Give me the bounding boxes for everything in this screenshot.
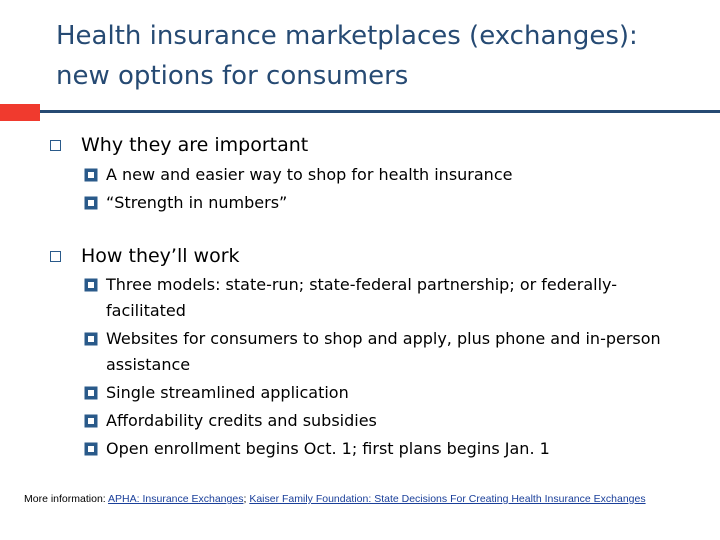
apha-insurance-exchanges-link[interactable]: APHA: Insurance Exchanges	[108, 493, 244, 505]
title-line-1: Health insurance marketplaces (exchanges):	[56, 21, 638, 51]
kaiser-state-decisions-link[interactable]: Kaiser Family Foundation: State Decisions For Creating Health Insurance Exchanges	[249, 493, 646, 505]
list-item-text: A new and easier way to shop for health insurance	[106, 165, 513, 184]
hollow-square-icon	[50, 140, 61, 151]
list-item	[84, 436, 666, 462]
more-information-footer	[24, 492, 704, 506]
hollow-square-icon	[50, 251, 61, 262]
list-item	[84, 190, 666, 216]
footer-prefix: More information:	[24, 493, 109, 505]
title-accent-bar	[0, 104, 40, 121]
filled-square-bullet-icon	[84, 196, 98, 210]
section-heading-text: How they’ll work	[81, 245, 240, 267]
filled-square-bullet-icon	[84, 414, 98, 428]
section-heading-why	[50, 134, 308, 156]
section-heading-text: Why they are important	[81, 134, 309, 156]
filled-square-bullet-icon	[84, 442, 98, 456]
footer-separator: ;	[243, 493, 250, 505]
list-item	[84, 272, 666, 324]
list-item-text: Open enrollment begins Oct. 1; first plans begins Jan. 1	[106, 439, 550, 458]
list-item	[84, 326, 666, 378]
title-underline-rule	[40, 110, 720, 113]
list-item	[84, 162, 666, 188]
list-item-text: Affordability credits and subsidies	[106, 411, 377, 430]
filled-square-bullet-icon	[84, 386, 98, 400]
filled-square-bullet-icon	[84, 278, 98, 292]
list-item-text: Websites for consumers to shop and apply, plus phone and in-person assistance	[106, 329, 661, 374]
list-item-text: Three models: state-run; state-federal partnership; or federally-facilitated	[106, 275, 617, 320]
title-line-2: new options for consumers	[56, 61, 409, 91]
list-item-text: “Strength in numbers”	[106, 193, 288, 212]
filled-square-bullet-icon	[84, 332, 98, 346]
list-item	[84, 380, 666, 406]
slide-title	[56, 16, 706, 96]
list-item-text: Single streamlined application	[106, 383, 349, 402]
list-item	[84, 408, 666, 434]
section-heading-how	[50, 245, 240, 267]
filled-square-bullet-icon	[84, 168, 98, 182]
